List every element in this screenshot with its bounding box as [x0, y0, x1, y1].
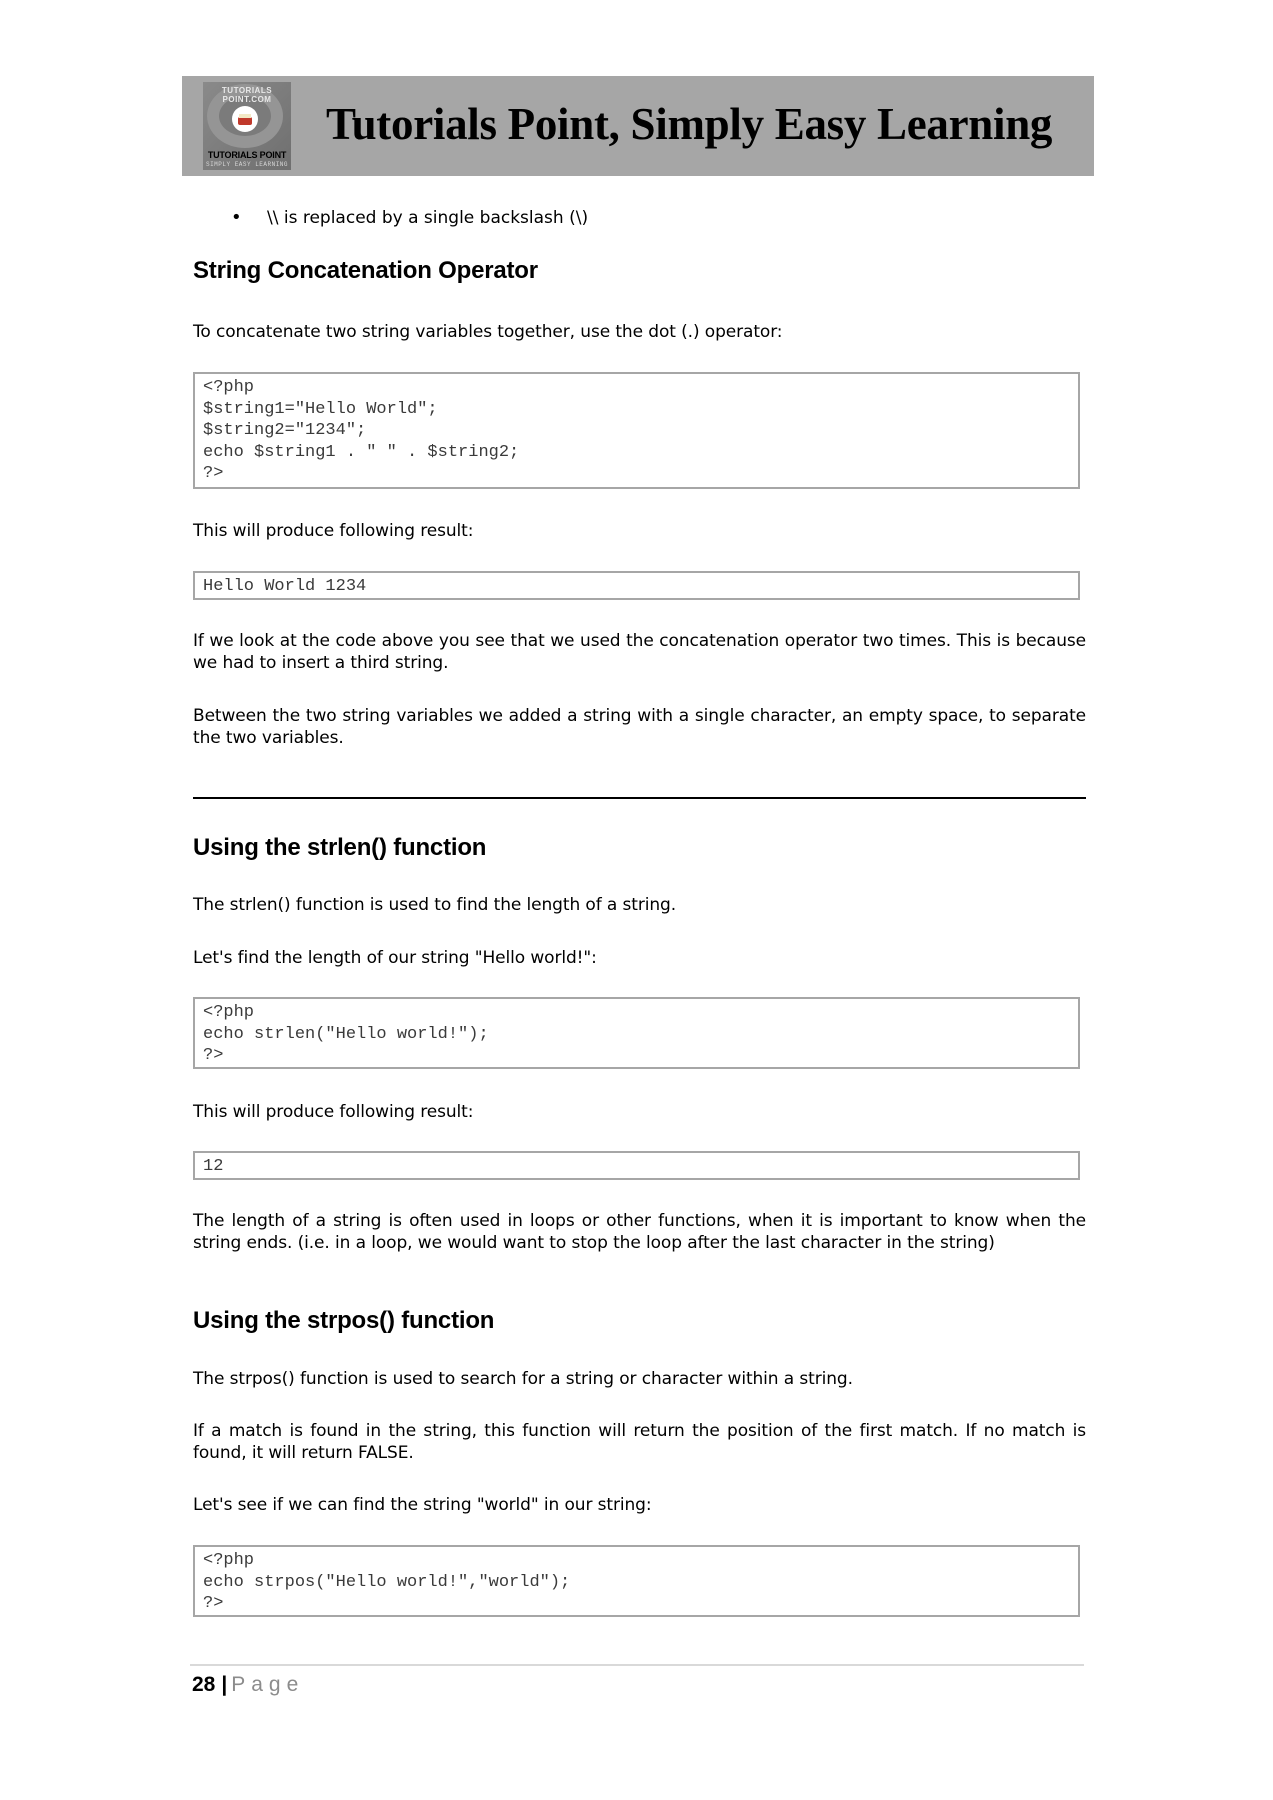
page-number: 28 [192, 1673, 216, 1696]
body-paragraph: If a match is found in the string, this function will return the position of the first match. If no match is found, it will return FALSE. [193, 1421, 1086, 1463]
page-label: Page [231, 1673, 305, 1696]
code-line: ?> [203, 464, 224, 483]
logo-tagline-text: SIMPLY EASY LEARNING [205, 161, 288, 168]
code-line: ?> [203, 1594, 224, 1613]
tutorials-point-logo-icon [203, 82, 291, 170]
section-intro-2: Let's find the length of our string "Hello world!": [193, 948, 597, 968]
header-banner [182, 76, 1094, 176]
code-block [193, 372, 1080, 489]
code-line: ?> [203, 1046, 224, 1065]
code-line: echo strlen("Hello world!"); [203, 1024, 489, 1044]
body-paragraph: If we look at the code above you see that we used the concatenation operator two times. This is because we had to insert a third string. [193, 631, 1086, 673]
code-line: <?php [203, 1551, 255, 1570]
footer-separator: | [221, 1673, 228, 1696]
section-heading-strpos: Using the strpos() function [193, 1307, 495, 1334]
body-paragraph: Let's see if we can find the string "world" in our string: [193, 1495, 652, 1515]
code-line: <?php [203, 378, 255, 397]
page-footer [192, 1673, 304, 1697]
logo-book-icon [232, 106, 258, 132]
result-block [193, 571, 1080, 600]
section-intro: The strpos() function is used to search for a string or character within a string. [193, 1369, 853, 1389]
footer-divider [190, 1664, 1084, 1666]
logo-ring-text: TUTORIALS POINT.COM [221, 86, 273, 104]
section-heading-strlen: Using the strlen() function [193, 834, 487, 861]
bullet-text: \\ is replaced by a single backslash (\) [267, 208, 589, 228]
code-line: echo $string1 . " " . $string2; [203, 442, 520, 462]
code-block [193, 997, 1080, 1069]
code-block [193, 1545, 1080, 1617]
result-block [193, 1151, 1080, 1180]
section-intro: To concatenate two string variables together, use the dot (.) operator: [193, 322, 783, 342]
result-line: 12 [203, 1157, 224, 1176]
bullet-icon: • [231, 207, 242, 228]
code-line: echo strpos("Hello world!","world"); [203, 1572, 571, 1592]
bullet-list-item [231, 207, 588, 228]
body-paragraph: Between the two string variables we added a string with a single character, an empty space, to separate the two variables. [193, 706, 1086, 748]
code-line: $string1="Hello World"; [203, 399, 438, 419]
body-paragraph: The length of a string is often used in loops or other functions, when it is important to know when the string ends. (i.e. in a loop, we would want to stop the loop after the last character in the string) [193, 1211, 1086, 1253]
code-line: $string2="1234"; [203, 421, 367, 440]
result-label: This will produce following result: [193, 521, 474, 541]
result-line: Hello World 1234 [203, 577, 367, 596]
code-line: <?php [203, 1003, 255, 1022]
section-divider [193, 797, 1086, 799]
section-heading-concatenation: String Concatenation Operator [193, 257, 538, 284]
section-intro: The strlen() function is used to find the length of a string. [193, 895, 677, 915]
result-label: This will produce following result: [193, 1102, 474, 1122]
logo-brand-text: TUTORIALS POINT [207, 150, 287, 160]
header-title: Tutorials Point, Simply Easy Learning [326, 99, 1053, 149]
